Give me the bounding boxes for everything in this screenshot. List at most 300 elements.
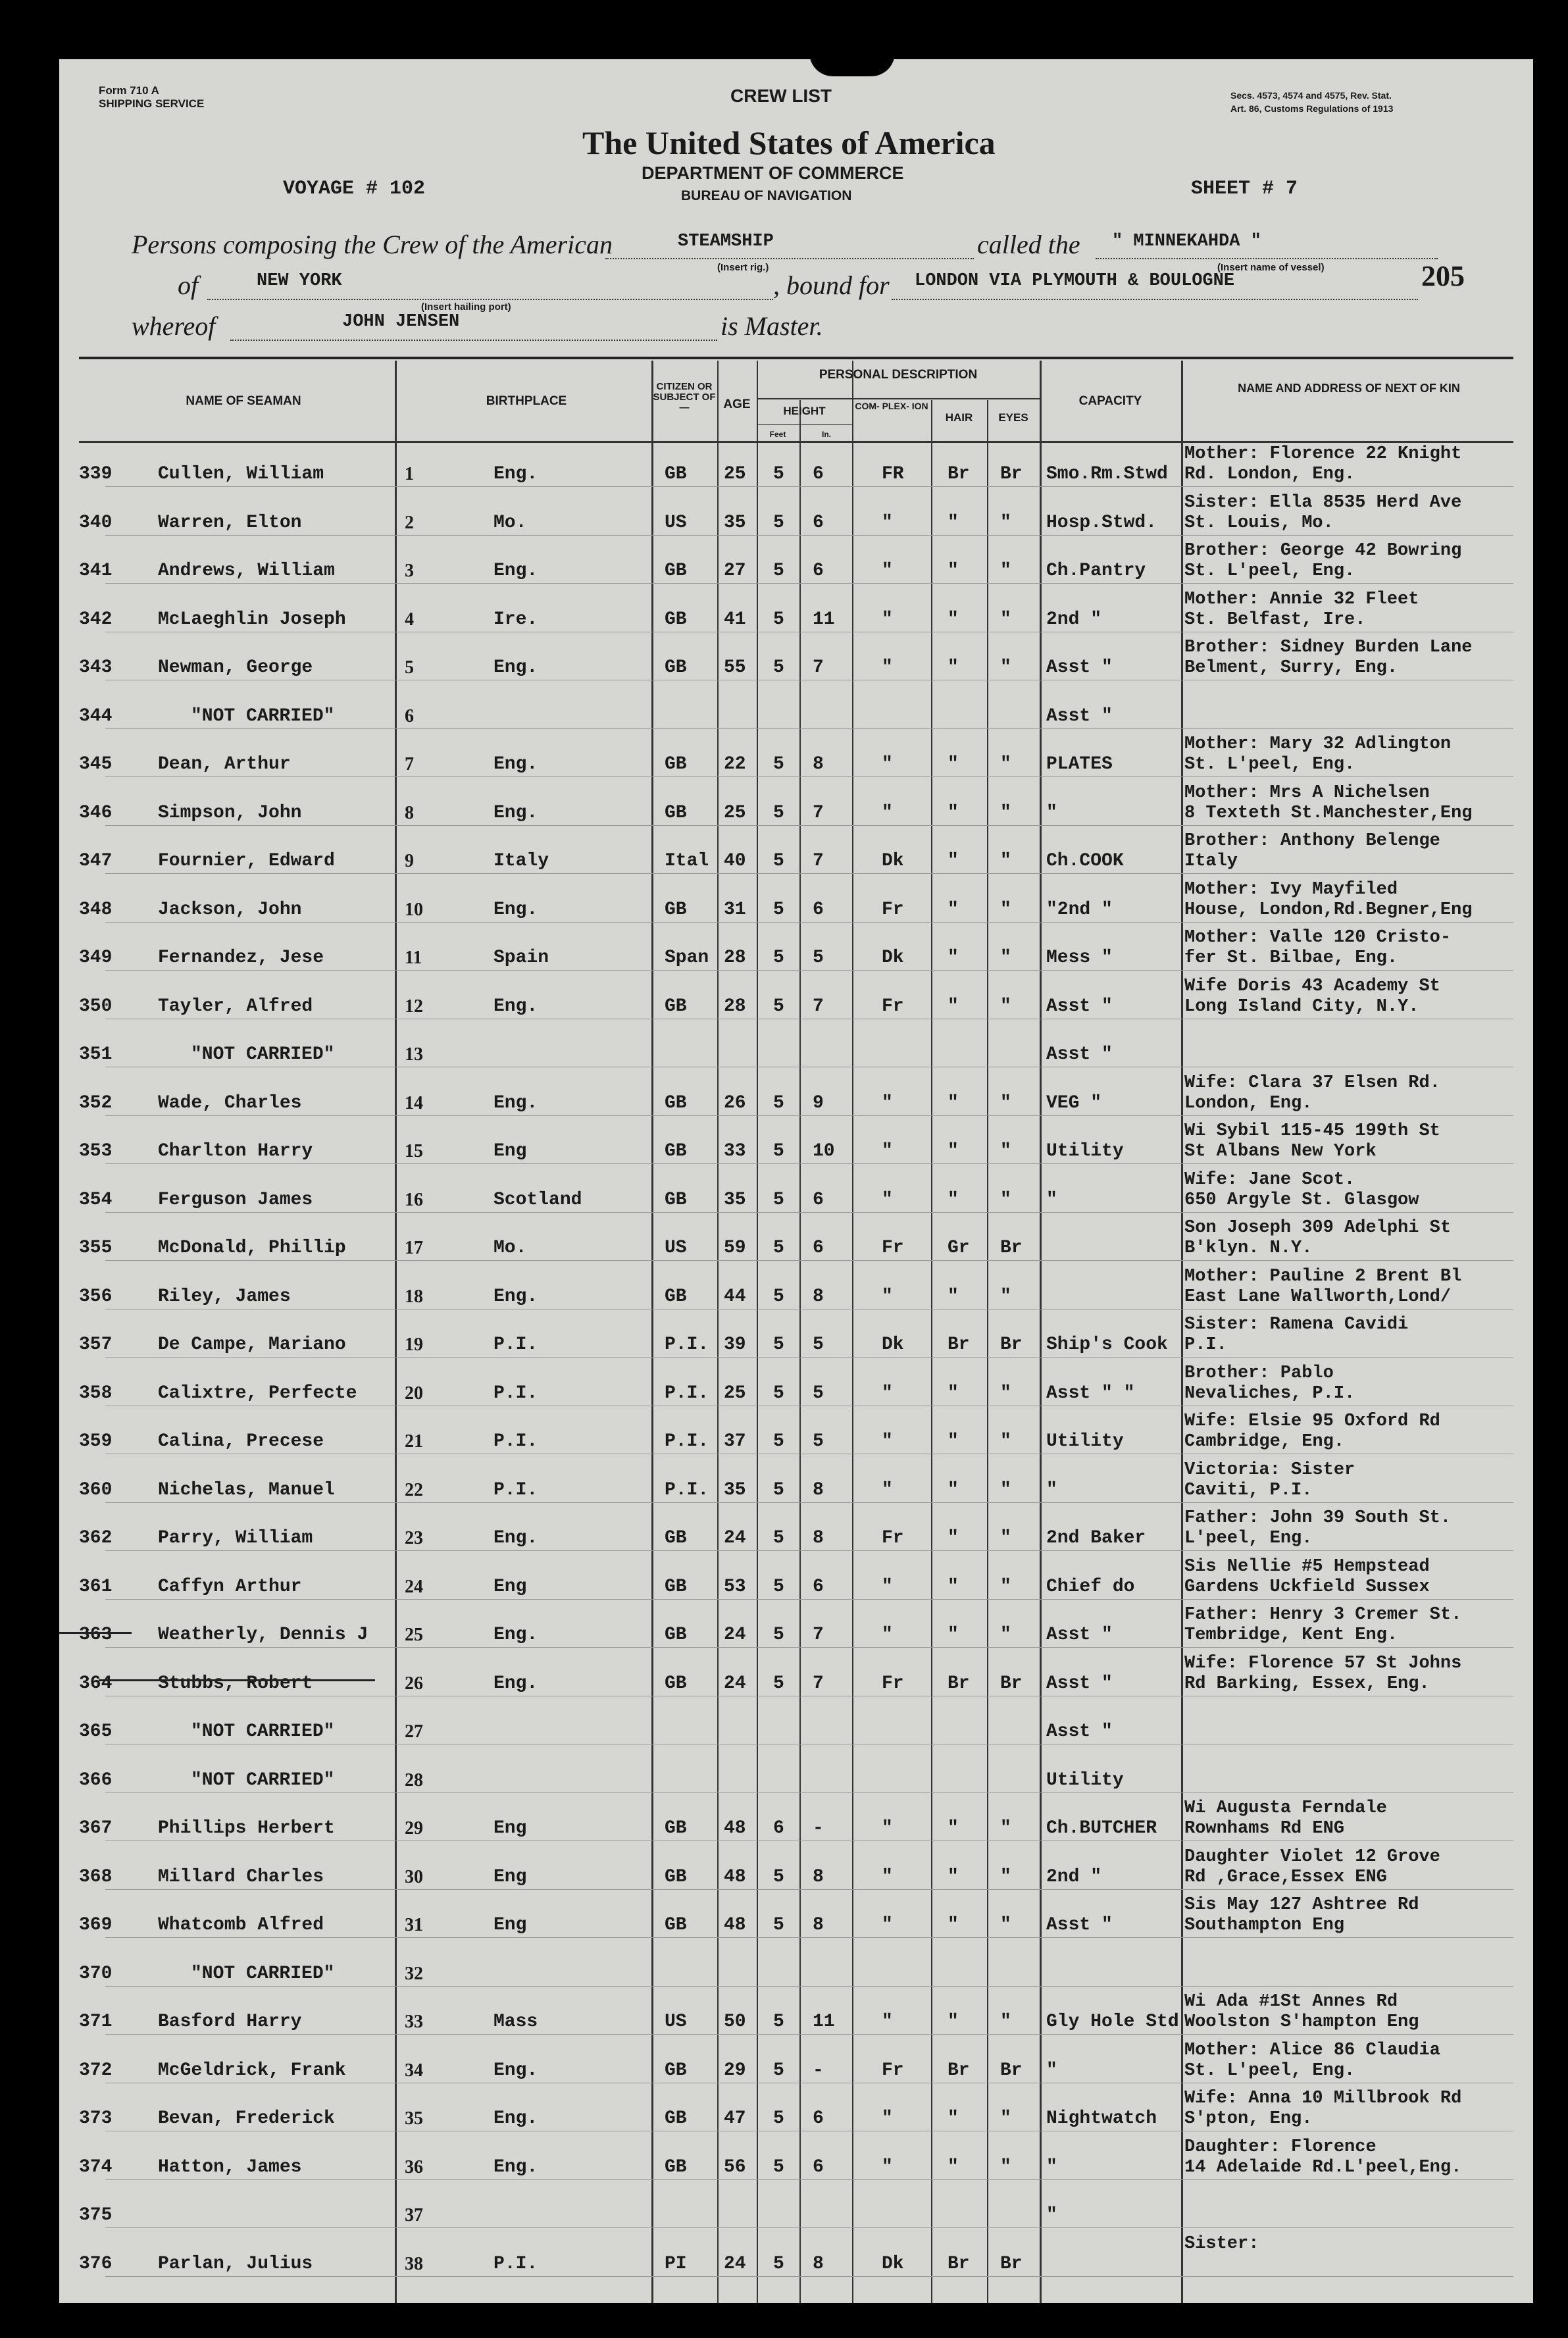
- complexion: Fr: [882, 2060, 904, 2081]
- kin-line-1: Brother: Sidney Burden Lane: [1184, 638, 1473, 657]
- seaman-name: Weatherly, Dennis J: [158, 1625, 368, 1645]
- kin-line-2: L'peel, Eng.: [1184, 1529, 1313, 1548]
- capacity: Hosp.Stwd.: [1046, 512, 1157, 533]
- kin-line-1: Son Joseph 309 Adelphi St: [1184, 1218, 1452, 1238]
- seaman-name: Ferguson James: [158, 1189, 313, 1210]
- eyes: ": [1000, 948, 1011, 968]
- citizenship: GB: [665, 464, 687, 484]
- height-feet: 5: [773, 996, 784, 1017]
- kin-line-1: Mother: Annie 32 Fleet: [1184, 589, 1419, 609]
- eyes: ": [1000, 754, 1011, 775]
- kin-line-1: Mother: Ivy Mayfiled: [1184, 879, 1398, 900]
- row-rule: [105, 825, 1513, 826]
- row-rule: [105, 2276, 1513, 2277]
- seaman-name: Phillips Herbert: [158, 1818, 335, 1839]
- height-inches: 8: [813, 1915, 824, 1935]
- nation-heading: The United States of America: [582, 124, 996, 161]
- age: 28: [724, 996, 746, 1017]
- seaman-name: Fernandez, Jese: [158, 948, 324, 968]
- row-number: 36: [405, 2156, 423, 2177]
- citizenship: GB: [665, 1673, 687, 1694]
- hair: Br: [948, 1673, 970, 1694]
- col-next-of-kin: NAME AND ADDRESS OF NEXT OF KIN: [1238, 382, 1460, 395]
- kin-line-1: Mother: Florence 22 Knight: [1184, 444, 1462, 464]
- capacity: Asst ": [1046, 996, 1113, 1017]
- height-inches: 6: [813, 1189, 824, 1210]
- birthplace: Eng.: [493, 1625, 538, 1645]
- complexion: Dk: [882, 948, 904, 968]
- hair: Br: [948, 2253, 970, 2274]
- row-number: 7: [405, 754, 414, 775]
- height-inches: 5: [813, 1383, 824, 1404]
- height-feet: 5: [773, 1189, 784, 1210]
- height-inches: 6: [813, 899, 824, 920]
- complexion: Dk: [882, 2253, 904, 2274]
- birthplace: P.I.: [493, 1383, 538, 1404]
- citizenship: US: [665, 512, 687, 533]
- called-label: called the: [977, 230, 1080, 259]
- kin-line-2: fer St. Bilbae, Eng.: [1184, 948, 1398, 968]
- seaman-name: Calina, Precese: [158, 1431, 324, 1452]
- height-feet: 5: [773, 609, 784, 630]
- next-of-kin: [1184, 1411, 1527, 1452]
- height-feet: 5: [773, 899, 784, 920]
- master-label: is Master.: [721, 311, 823, 341]
- height-inches: 7: [813, 996, 824, 1017]
- hair: ": [948, 2108, 959, 2129]
- kin-line-1: Wife: Florence 57 St Johns: [1184, 1653, 1462, 1673]
- row-rule: [105, 1986, 1513, 1987]
- seaman-name: "NOT CARRIED": [191, 705, 335, 726]
- birthplace: Eng.: [493, 1528, 538, 1548]
- hair: ": [948, 851, 959, 871]
- row-id: 354: [79, 1189, 113, 1210]
- height-inches: 8: [813, 2253, 824, 2274]
- row-number: 32: [405, 1963, 423, 1984]
- capacity: Ch.Pantry: [1046, 561, 1146, 581]
- height-feet: 5: [773, 1915, 784, 1935]
- hair: ": [948, 802, 959, 823]
- table-row: [59, 2233, 1533, 2302]
- row-rule: [105, 1599, 1513, 1600]
- next-of-kin: [1184, 2234, 1527, 2254]
- height-feet: 5: [773, 1866, 784, 1887]
- age: 47: [724, 2108, 746, 2129]
- height-inches: 11: [813, 2012, 835, 2032]
- age: 33: [724, 1141, 746, 1161]
- capacity: 2nd ": [1046, 609, 1102, 630]
- height-inches: 8: [813, 1866, 824, 1887]
- port-hint: (Insert hailing port): [421, 301, 511, 313]
- height-inches: 5: [813, 1334, 824, 1355]
- citizenship: GB: [665, 2108, 687, 2129]
- birthplace: Italy: [493, 851, 549, 871]
- row-number: 22: [405, 1479, 423, 1500]
- complexion: ": [882, 657, 893, 678]
- row-number: 20: [405, 1383, 423, 1404]
- row-number: 13: [405, 1044, 423, 1065]
- row-id: 343: [79, 657, 113, 678]
- kin-line-1: Wife Doris 43 Academy St: [1184, 976, 1440, 996]
- hair: ": [948, 1383, 959, 1404]
- row-number: 19: [405, 1334, 423, 1355]
- kin-line-1: Mother: Alice 86 Claudia: [1184, 2040, 1440, 2060]
- kin-line-2: Rd. London, Eng.: [1184, 465, 1355, 484]
- height-inches: -: [813, 2060, 824, 2081]
- row-number: 21: [405, 1431, 423, 1452]
- complexion: ": [882, 1431, 893, 1452]
- seaman-name: Newman, George: [158, 657, 313, 678]
- row-number: 35: [405, 2108, 423, 2129]
- form-number: Form 710 A SHIPPING SERVICE: [99, 84, 205, 110]
- citizenship: GB: [665, 609, 687, 630]
- row-id: 348: [79, 899, 113, 920]
- height-feet: 5: [773, 561, 784, 581]
- height-inches: 11: [813, 609, 835, 630]
- kin-line-1: Sister:: [1184, 2233, 1259, 2254]
- kin-line-1: Brother: Anthony Belenge: [1184, 831, 1440, 851]
- row-number: 3: [405, 561, 414, 581]
- kin-line-1: Daughter: Florence: [1184, 2137, 1377, 2157]
- bureau-heading: BUREAU OF NAVIGATION: [681, 188, 852, 203]
- complexion: ": [882, 1818, 893, 1839]
- seaman-name: De Campe, Mariano: [158, 1334, 346, 1355]
- seaman-name: Calixtre, Perfecte: [158, 1383, 357, 1404]
- age: 44: [724, 1286, 746, 1307]
- complexion: ": [882, 2012, 893, 2032]
- hair: ": [948, 2012, 959, 2032]
- rig-line: [605, 258, 974, 259]
- citizenship: GB: [665, 1866, 687, 1887]
- table-row: [59, 1895, 1533, 1964]
- row-number: 17: [405, 1238, 423, 1258]
- age: 40: [724, 851, 746, 871]
- capacity: Utility: [1046, 1431, 1124, 1452]
- capacity: ": [1046, 2156, 1057, 2177]
- hair: ": [948, 1479, 959, 1500]
- seaman-name: "NOT CARRIED": [191, 1721, 335, 1742]
- citizenship: P.I.: [665, 1334, 709, 1355]
- complexion: Fr: [882, 1673, 904, 1694]
- row-id: 352: [79, 1092, 113, 1113]
- hair: ": [948, 948, 959, 968]
- eyes: ": [1000, 1915, 1011, 1935]
- row-id: 363: [79, 1625, 113, 1645]
- hair: ": [948, 1818, 959, 1839]
- hair: ": [948, 1866, 959, 1887]
- row-id: 341: [79, 561, 113, 581]
- complexion: ": [882, 512, 893, 533]
- citizenship: P.I.: [665, 1431, 709, 1452]
- age: 59: [724, 1238, 746, 1258]
- capacity: Ch.COOK: [1046, 851, 1124, 871]
- height-inches: 8: [813, 754, 824, 775]
- kin-line-1: Wife: Jane Scot.: [1184, 1169, 1355, 1190]
- capacity: Asst ": [1046, 705, 1113, 726]
- age: 55: [724, 657, 746, 678]
- next-of-kin: [1184, 1460, 1527, 1501]
- birthplace: Eng.: [493, 754, 538, 775]
- capacity: VEG ": [1046, 1092, 1102, 1113]
- complexion: Dk: [882, 851, 904, 871]
- row-rule: [105, 1163, 1513, 1164]
- hair: ": [948, 2156, 959, 2177]
- birthplace: Eng.: [493, 657, 538, 678]
- capacity: Ship's Cook: [1046, 1334, 1168, 1355]
- height-inches: 10: [813, 1141, 835, 1161]
- eyes: Br: [1000, 2253, 1023, 2274]
- complexion: ": [882, 1915, 893, 1935]
- complexion: Fr: [882, 996, 904, 1017]
- capacity: Asst ": [1046, 1915, 1113, 1935]
- height-feet: 5: [773, 948, 784, 968]
- kin-line-1: Mother: Mary 32 Adlington: [1184, 734, 1452, 754]
- birthplace: Eng.: [493, 996, 538, 1017]
- row-number: 2: [405, 512, 414, 533]
- height-feet: 5: [773, 851, 784, 871]
- seaman-name: "NOT CARRIED": [191, 1769, 335, 1791]
- row-id: 353: [79, 1141, 113, 1161]
- next-of-kin: [1184, 590, 1527, 630]
- eyes: ": [1000, 802, 1011, 823]
- row-number: 25: [405, 1625, 423, 1645]
- kin-line-2: Gardens Uckfield Sussex: [1184, 1577, 1430, 1597]
- sheet-number: SHEET # 7: [1191, 178, 1298, 200]
- height-inches: 6: [813, 464, 824, 484]
- seaman-name: Wade, Charles: [158, 1092, 302, 1113]
- kin-line-1: Brother: Pablo: [1184, 1363, 1334, 1383]
- hair: Gr: [948, 1238, 970, 1258]
- rig-hint: (Insert rig.): [717, 262, 769, 273]
- eyes: ": [1000, 996, 1011, 1017]
- kin-line-2: St. Louis, Mo.: [1184, 513, 1334, 533]
- height-feet: 6: [773, 1818, 784, 1839]
- seaman-name: Warren, Elton: [158, 512, 302, 533]
- complexion: ": [882, 2156, 893, 2177]
- row-id: 362: [79, 1528, 113, 1548]
- age: 29: [724, 2060, 746, 2081]
- seaman-name: "NOT CARRIED": [191, 1044, 335, 1065]
- citizenship: GB: [665, 1576, 687, 1597]
- row-rule: [105, 1212, 1513, 1213]
- capacity: Nightwatch: [1046, 2108, 1157, 2129]
- next-of-kin: [1184, 493, 1527, 534]
- birthplace: P.I.: [493, 1479, 538, 1500]
- kin-line-2: B'klyn. N.Y.: [1184, 1238, 1313, 1258]
- eyes: ": [1000, 512, 1011, 533]
- row-number: 9: [405, 851, 414, 871]
- birthplace: P.I.: [493, 1431, 538, 1452]
- row-rule: [105, 486, 1513, 487]
- col-complexion: COM- PLEX- ION: [855, 401, 928, 411]
- age: 48: [724, 1866, 746, 1887]
- birthplace: Eng: [493, 1141, 527, 1161]
- row-number: 11: [405, 948, 422, 968]
- next-of-kin: [1184, 1073, 1527, 1114]
- age: 25: [724, 1383, 746, 1404]
- row-rule: [105, 535, 1513, 536]
- seaman-name: Caffyn Arthur: [158, 1576, 302, 1597]
- height-feet: 5: [773, 2108, 784, 2129]
- height-feet: 5: [773, 1528, 784, 1548]
- seaman-name: McGeldrick, Frank: [158, 2060, 346, 2081]
- age: 24: [724, 1625, 746, 1645]
- capacity: Asst ": [1046, 1625, 1113, 1645]
- port-line: [207, 299, 773, 300]
- citizenship: GB: [665, 657, 687, 678]
- capacity: Asst ": [1046, 657, 1113, 678]
- birthplace: Mo.: [493, 512, 527, 533]
- next-of-kin: [1184, 1170, 1527, 1211]
- kin-line-2: St. L'peel, Eng.: [1184, 561, 1355, 581]
- birthplace: Mo.: [493, 1238, 527, 1258]
- complexion: Dk: [882, 1334, 904, 1355]
- complexion: ": [882, 1092, 893, 1113]
- complexion: Fr: [882, 1528, 904, 1548]
- capacity: ": [1046, 1189, 1057, 1210]
- next-of-kin: [1184, 2137, 1527, 2178]
- next-of-kin: [1184, 734, 1527, 775]
- height-inches: -: [813, 1818, 824, 1839]
- department-heading: DEPARTMENT OF COMMERCE: [642, 163, 904, 183]
- birthplace: Eng: [493, 1866, 527, 1887]
- row-id: 372: [79, 2060, 113, 2081]
- of-label: of: [178, 270, 199, 300]
- height-feet: 5: [773, 464, 784, 484]
- complexion: Fr: [882, 1238, 904, 1258]
- header-bottom-rule: [79, 441, 1513, 443]
- col-capacity: CAPACITY: [1078, 394, 1142, 408]
- col-hair: HAIR: [945, 411, 973, 424]
- age: 28: [724, 948, 746, 968]
- age: 56: [724, 2156, 746, 2177]
- height-inches: 9: [813, 1092, 824, 1113]
- kin-line-1: Father: Henry 3 Cremer St.: [1184, 1605, 1462, 1625]
- next-of-kin: [1184, 1798, 1527, 1839]
- row-id: 350: [79, 996, 113, 1017]
- complexion: ": [882, 1866, 893, 1887]
- row-id: 351: [79, 1044, 113, 1065]
- next-of-kin: [1184, 2089, 1527, 2129]
- height-feet: 5: [773, 2012, 784, 2032]
- capacity: PLATES: [1046, 754, 1113, 775]
- citizenship: GB: [665, 996, 687, 1017]
- height-inches: 5: [813, 948, 824, 968]
- citizenship: GB: [665, 1141, 687, 1161]
- eyes: ": [1000, 1092, 1011, 1113]
- kin-line-2: 650 Argyle St. Glasgow: [1184, 1190, 1419, 1210]
- col-height: HEIGHT: [783, 405, 826, 417]
- capacity: Utility: [1046, 1141, 1124, 1161]
- eyes: ": [1000, 657, 1011, 678]
- kin-line-2: House, London,Rd.Begner,Eng: [1184, 900, 1473, 920]
- hair: ": [948, 1576, 959, 1597]
- height-inches: 8: [813, 1479, 824, 1500]
- complexion: ": [882, 1479, 893, 1500]
- punch-hole: [809, 59, 895, 76]
- seaman-name: McLaeghlin Joseph: [158, 609, 346, 630]
- col-age: AGE: [723, 397, 751, 411]
- row-number: 10: [405, 899, 423, 920]
- capacity: 2nd Baker: [1046, 1528, 1146, 1548]
- age: 48: [724, 1818, 746, 1839]
- citizenship: GB: [665, 899, 687, 920]
- row-number: 33: [405, 2012, 423, 2032]
- height-subrule: [757, 424, 852, 425]
- hair: ": [948, 1092, 959, 1113]
- next-of-kin: [1184, 1992, 1527, 2033]
- complexion: Fr: [882, 899, 904, 920]
- next-of-kin: [1184, 638, 1527, 678]
- height-feet: 5: [773, 1625, 784, 1645]
- row-id: 360: [79, 1479, 113, 1500]
- row-rule: [105, 1260, 1513, 1261]
- citizenship: GB: [665, 1092, 687, 1113]
- age: 24: [724, 2253, 746, 2274]
- row-rule: [105, 922, 1513, 923]
- height-feet: 5: [773, 1334, 784, 1355]
- citizenship: PI: [665, 2253, 687, 2274]
- eyes: ": [1000, 1625, 1011, 1645]
- next-of-kin: [1184, 1508, 1527, 1549]
- eyes: ": [1000, 1479, 1011, 1500]
- kin-line-2: 14 Adelaide Rd.L'peel,Eng.: [1184, 2157, 1462, 2177]
- hair: ": [948, 1141, 959, 1161]
- height-inches: 6: [813, 1238, 824, 1258]
- citizenship: GB: [665, 1625, 687, 1645]
- kin-line-1: Brother: George 42 Bowring: [1184, 541, 1462, 561]
- row-id: 339: [79, 464, 113, 484]
- seaman-name: Fournier, Edward: [158, 851, 335, 871]
- col-name-seaman: NAME OF SEAMAN: [186, 394, 301, 408]
- row-id: 369: [79, 1915, 113, 1935]
- vessel-name: " MINNEKAHDA ": [1112, 232, 1261, 251]
- birthplace: Eng.: [493, 2156, 538, 2177]
- height-feet: 5: [773, 1141, 784, 1161]
- seaman-name: Cullen, William: [158, 464, 324, 484]
- height-feet: 5: [773, 1431, 784, 1452]
- hair: ": [948, 1431, 959, 1452]
- row-number: 34: [405, 2060, 423, 2081]
- row-id: 349: [79, 948, 113, 968]
- row-id: 358: [79, 1383, 113, 1404]
- hair: ": [948, 657, 959, 678]
- row-id: 366: [79, 1769, 113, 1791]
- crew-list-sheet: [59, 59, 1533, 2303]
- height-feet: 5: [773, 512, 784, 533]
- row-id: 373: [79, 2108, 113, 2129]
- birthplace: Eng.: [493, 2108, 538, 2129]
- height-inches: 6: [813, 561, 824, 581]
- kin-line-2: St. L'peel, Eng.: [1184, 2060, 1355, 2081]
- next-of-kin: [1184, 783, 1527, 824]
- kin-line-2: Italy: [1184, 851, 1238, 871]
- row-id: 374: [79, 2156, 113, 2177]
- destination-line: [892, 299, 1418, 300]
- eyes: Br: [1000, 2060, 1023, 2081]
- eyes: ": [1000, 1528, 1011, 1548]
- eyes: ": [1000, 609, 1011, 630]
- citizenship: GB: [665, 2156, 687, 2177]
- statute-reference: Secs. 4573, 4574 and 4575, Rev. Stat. Art. 86, Customs Regulations of 1913: [1230, 90, 1394, 114]
- hair: ": [948, 1625, 959, 1645]
- whereof-label: whereof: [132, 311, 216, 341]
- row-rule: [105, 1889, 1513, 1890]
- kin-line-2: St Albans New York: [1184, 1142, 1377, 1161]
- height-feet: 5: [773, 657, 784, 678]
- kin-line-1: Victoria: Sister: [1184, 1460, 1355, 1480]
- next-of-kin: [1184, 1121, 1527, 1162]
